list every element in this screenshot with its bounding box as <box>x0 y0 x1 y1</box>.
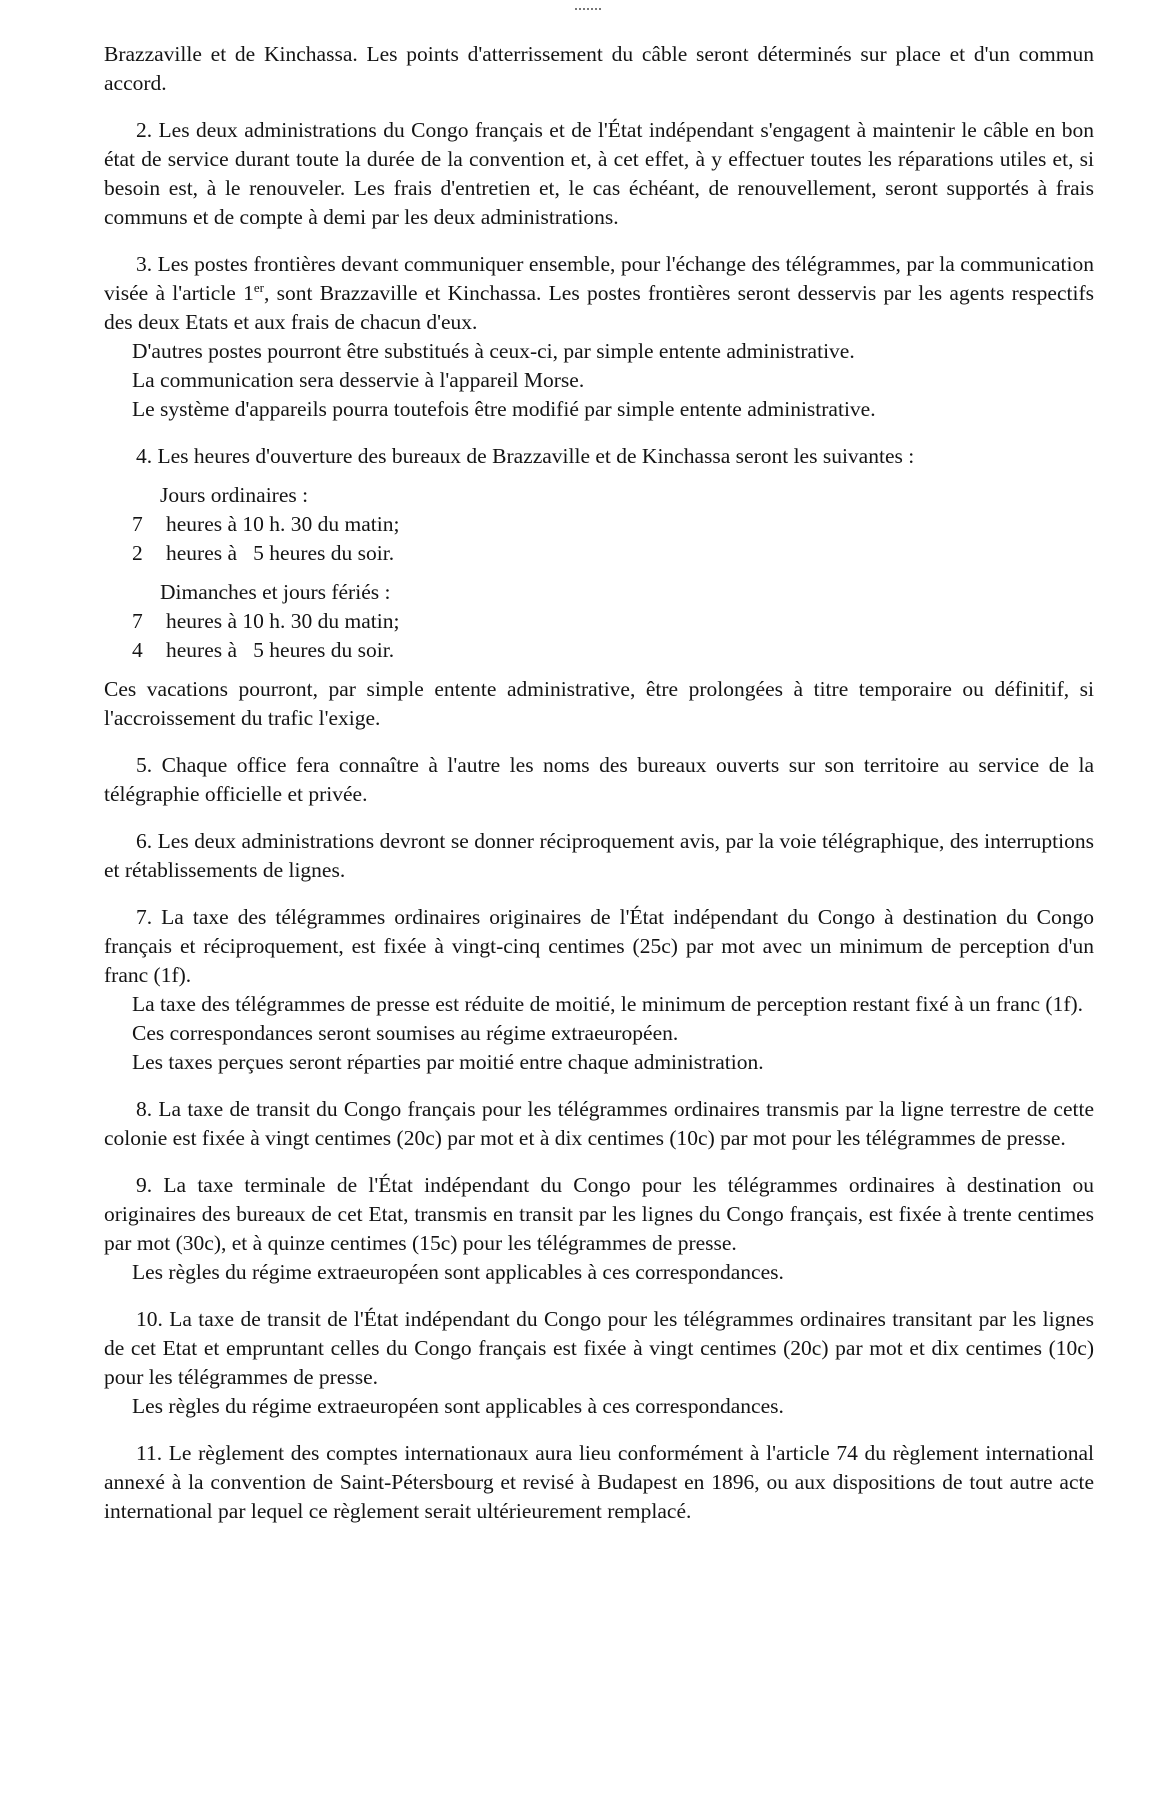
section-6-text: 6. Les deux administrations devront se donner réciproquement avis, par la voie télégraphique, des interruptions et rétablissements de lignes. <box>104 829 1094 882</box>
section-4 <box>104 442 1094 733</box>
holiday-schedule-heading: Dimanches et jours fériés : <box>160 580 391 604</box>
section-4-intro: 4. Les heures d'ouverture des bureaux de Brazzaville et de Kinchassa seront les suivantes : <box>136 444 915 468</box>
weekday-schedule-line <box>104 510 1094 539</box>
document-page <box>104 40 1094 1526</box>
section-3-paragraph-4: Le système d'appareils pourra toutefois être modifié par simple entente administrative. <box>132 397 876 421</box>
section-7-paragraph-3: Ces correspondances seront soumises au régime extraeuropéen. <box>132 1021 679 1045</box>
schedule-text: heures à 10 h. 30 du matin; <box>166 512 400 536</box>
section-9-paragraph-2: Les règles du régime extraeuropéen sont applicables à ces correspondances. <box>132 1260 784 1284</box>
section-3-text-a: 3. Les postes frontières devant communiquer ensemble, pour l'échange des télégrammes, par la communication visée à l'article 1 <box>104 252 1094 305</box>
schedule-hour: 7 <box>132 512 143 536</box>
section-3-text-b: , sont Brazzaville et Kinchassa. Les postes frontières seront desservis par les agents respectifs des deux Etats et aux frais de chacun d'eux. <box>104 281 1094 334</box>
section-2-text: 2. Les deux administrations du Congo français et de l'État indépendant s'engagent à maintenir le câble en bon état de service durant toute la durée de la convention et, à cet effet, à y effectuer toutes les réparations utiles et, si besoin est, à le renouveler. Les frais d'entretien et, le cas échéant, de renouvellement, seront supportés à frais communs et de compte à demi par les deux administrations. <box>104 118 1094 229</box>
section-11-text: 11. Le règlement des comptes internationaux aura lieu conformément à l'article 74 du règlement international annexé à la convention de Saint-Pétersbourg et revisé à Budapest en 1896, ou aux dispositions de tout autre acte international par lequel ce règlement serait ultérieurement remplacé. <box>104 1441 1094 1523</box>
schedule-text: heures à 10 h. 30 du matin; <box>166 609 400 633</box>
section-5-text: 5. Chaque office fera connaître à l'autre les noms des bureaux ouverts sur son territoire au service de la télégraphie officielle et privée. <box>104 753 1094 806</box>
section-3-paragraph-1 <box>104 250 1094 337</box>
section-3 <box>104 250 1094 424</box>
section-6 <box>104 827 1094 885</box>
section-7 <box>104 903 1094 1077</box>
schedule-hour: 2 <box>132 541 143 565</box>
weekday-schedule-line <box>104 539 1094 568</box>
section-8-text: 8. La taxe de transit du Congo français pour les télégrammes ordinaires transmis par la ligne terrestre de cette colonie est fixée à vingt centimes (20c) par mot et à dix centimes (10c) par mot pour les télégrammes de presse. <box>104 1097 1094 1150</box>
article-superscript: er <box>253 279 264 295</box>
section-10-paragraph-2: Les règles du régime extraeuropéen sont applicables à ces correspondances. <box>132 1394 784 1418</box>
holiday-schedule-line <box>104 607 1094 636</box>
section-3-paragraph-2: D'autres postes pourront être substitués à ceux-ci, par simple entente administrative. <box>132 339 855 363</box>
section-3-paragraph-3: La communication sera desservie à l'appareil Morse. <box>132 368 585 392</box>
schedule-hour: 7 <box>132 609 143 633</box>
section-4-outro: Ces vacations pourront, par simple entente administrative, être prolongées à titre temporaire ou définitif, si l'accroissement du trafic l'exige. <box>104 677 1094 730</box>
section-9 <box>104 1171 1094 1287</box>
section-8 <box>104 1095 1094 1153</box>
section-7-paragraph-4: Les taxes perçues seront réparties par moitié entre chaque administration. <box>132 1050 764 1074</box>
section-10 <box>104 1305 1094 1421</box>
schedule-hour: 4 <box>132 638 143 662</box>
section-9-paragraph-1: 9. La taxe terminale de l'État indépendant du Congo pour les télégrammes ordinaires à destination ou originaires des bureaux de cet Etat, transmis en transit par les lignes du Congo français, est fixée à trente centimes par mot (30c), et à quinze centimes (15c) pour les télégrammes de presse. <box>104 1173 1094 1255</box>
schedule-text: heures à 5 heures du soir. <box>166 541 395 565</box>
section-5 <box>104 751 1094 809</box>
section-7-paragraph-1: 7. La taxe des télégrammes ordinaires originaires de l'État indépendant du Congo à destination du Congo français et réciproquement, est fixée à vingt-cinq centimes (25c) par mot avec un minimum de perception d'un franc (1f). <box>104 905 1094 987</box>
section-10-paragraph-1: 10. La taxe de transit de l'État indépendant du Congo pour les télégrammes ordinaires transitant par les lignes de cet Etat et empruntant celles du Congo français est fixée à vingt centimes (20c) par mot et dix centimes (10c) pour les télégrammes de presse. <box>104 1307 1094 1389</box>
intro-paragraph: Brazzaville et de Kinchassa. Les points d'atterrissement du câble seront déterminés sur place et d'un commun accord. <box>104 42 1094 95</box>
section-7-paragraph-2: La taxe des télégrammes de presse est réduite de moitié, le minimum de perception restant fixé à un franc (1f). <box>132 992 1084 1016</box>
section-2 <box>104 116 1094 232</box>
schedule-text: heures à 5 heures du soir. <box>166 638 395 662</box>
weekday-schedule-heading: Jours ordinaires : <box>160 483 309 507</box>
page-header-mark <box>575 8 601 12</box>
section-11 <box>104 1439 1094 1526</box>
holiday-schedule-line <box>104 636 1094 665</box>
